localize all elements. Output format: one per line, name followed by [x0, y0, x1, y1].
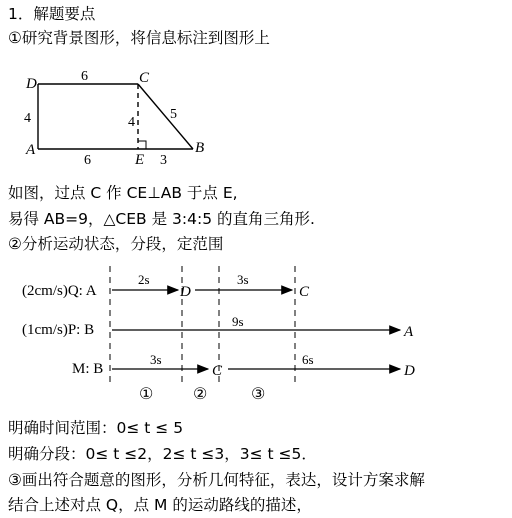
- segment-3: ③: [251, 386, 266, 403]
- row-q-end: C: [299, 284, 310, 300]
- label-slant: 5: [170, 107, 177, 122]
- row-m-seg2: 6s: [302, 352, 314, 367]
- vertex-c: C: [139, 70, 150, 86]
- time-range-text: 明确时间范围：0≤ t ≤ 5: [8, 419, 184, 437]
- segment-1: ①: [139, 386, 154, 403]
- vertex-a: A: [26, 142, 36, 158]
- row-m-seg1: 3s: [150, 352, 162, 367]
- label-left: 4: [24, 111, 31, 126]
- row-p-time: 9s: [232, 314, 244, 329]
- trapezoid-figure: [18, 66, 248, 166]
- segments-text: 明确分段：0≤ t ≤2，2≤ t ≤3，3≤ t ≤5．: [8, 445, 317, 463]
- row-q-mid: D: [180, 284, 191, 300]
- analysis-line-1: 如图，过点 C 作 CE⊥AB 于点 E,: [8, 184, 238, 202]
- row-q-label: (2cm/s)Q: A: [22, 283, 97, 299]
- motion-diagram: [0, 260, 512, 410]
- label-bottom-right: 3: [160, 153, 167, 166]
- label-top: 6: [81, 69, 88, 84]
- row-q-seg1: 2s: [138, 272, 150, 287]
- last-line-text: 结合上述对点 Q，点 M 的运动路线的描述，: [8, 496, 312, 514]
- segment-2: ②: [193, 386, 208, 403]
- row-q-seg2: 3s: [237, 272, 249, 287]
- step-three-text: ③画出符合题意的图形，分析几何特征，表达，设计方案求解: [8, 471, 425, 489]
- row-m-label: M: B: [72, 361, 104, 377]
- step-two-text: ②分析运动状态，分段，定范围: [8, 235, 224, 253]
- vertex-e: E: [135, 152, 145, 166]
- row-p-label: (1cm/s)P: B: [22, 322, 95, 338]
- vertex-d: D: [26, 76, 37, 92]
- step-one-text: ①研究背景图形，将信息标注到图形上: [8, 29, 270, 47]
- analysis-line-2: 易得 AB=9，△CEB 是 3:4:5 的直角三角形.: [8, 210, 315, 228]
- heading: 1．解题要点: [8, 5, 96, 23]
- label-height: 4: [128, 115, 135, 130]
- label-bottom-left: 6: [84, 153, 91, 166]
- row-p-end: A: [404, 324, 414, 340]
- row-m-end: D: [404, 363, 415, 379]
- vertex-b: B: [195, 140, 205, 156]
- row-m-mid: C: [212, 363, 223, 379]
